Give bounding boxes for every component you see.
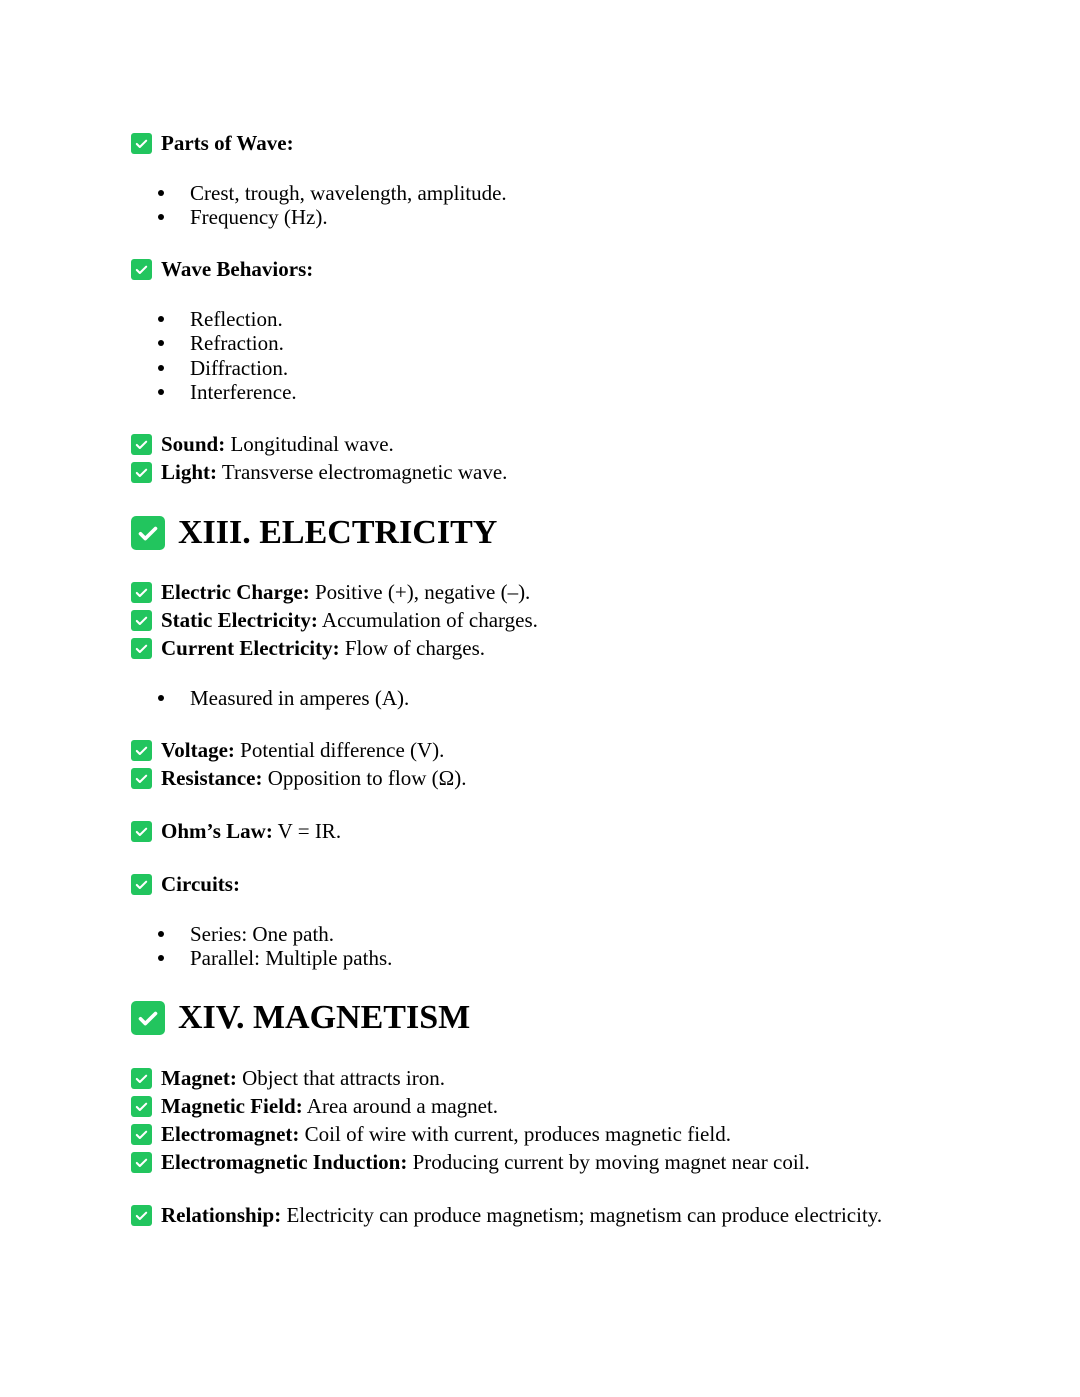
item-label: Ohm’s Law: — [161, 819, 273, 843]
bullet-icon — [158, 389, 164, 395]
bullet-text: Refraction. — [190, 331, 284, 355]
checkmark-icon — [131, 1124, 152, 1145]
item-label: Electromagnet: — [161, 1122, 300, 1146]
checkmark-icon — [131, 259, 152, 280]
bullet-text: Measured in amperes (A). — [190, 686, 410, 710]
checkmark-icon — [131, 1205, 152, 1226]
bullet-item — [158, 946, 392, 970]
checklist-item-resistance — [131, 766, 467, 790]
item-text: Area around a magnet. — [302, 1094, 499, 1118]
checklist-item-sound — [131, 432, 394, 456]
item-label: Magnet: — [161, 1066, 237, 1090]
bullet-icon — [158, 931, 164, 937]
item-label: Static Electricity: — [161, 608, 318, 632]
checklist-item-electromagnetic-induction — [131, 1150, 810, 1174]
heading-text: XIV. MAGNETISM — [178, 999, 471, 1036]
item-text: Object that attracts iron. — [236, 1066, 445, 1090]
bullet-item — [158, 181, 507, 205]
checklist-item-voltage — [131, 738, 444, 762]
checklist-item-magnetic-field — [131, 1094, 498, 1118]
item-label: Light: — [161, 460, 218, 484]
item-text: Positive (+), negative (–). — [309, 580, 531, 604]
checklist-item-electromagnet — [131, 1122, 731, 1146]
bullet-item — [158, 331, 284, 355]
checkmark-icon — [131, 610, 152, 631]
checklist-item-magnet — [131, 1066, 445, 1090]
bullet-text: Reflection. — [190, 307, 283, 331]
section-heading-electricity — [131, 513, 497, 553]
bullet-text: Diffraction. — [190, 356, 289, 380]
item-text: Transverse electromagnetic wave. — [217, 460, 508, 484]
bullet-icon — [158, 190, 164, 196]
checklist-item-circuits — [131, 872, 240, 896]
item-label: Magnetic Field: — [161, 1094, 303, 1118]
bullet-text: Frequency (Hz). — [190, 205, 328, 229]
checkmark-icon — [131, 582, 152, 603]
bullet-icon — [158, 214, 164, 220]
item-text: Flow of charges. — [339, 636, 486, 660]
item-label: Wave Behaviors: — [161, 257, 314, 281]
heading-text: XIII. ELECTRICITY — [178, 514, 498, 551]
checkmark-icon — [131, 1096, 152, 1117]
bullet-icon — [158, 695, 164, 701]
checklist-item-ohms-law — [131, 819, 341, 843]
checkmark-icon — [131, 462, 152, 483]
bullet-icon — [158, 340, 164, 346]
item-text: Producing current by moving magnet near coil. — [407, 1150, 810, 1174]
checklist-item-static-electricity — [131, 608, 538, 632]
checkmark-icon — [131, 768, 152, 789]
item-text: Potential difference (V). — [234, 738, 445, 762]
checkmark-icon — [131, 1068, 152, 1089]
checklist-item-wave-behaviors — [131, 257, 313, 281]
item-label: Resistance: — [161, 766, 263, 790]
item-label: Sound: — [161, 432, 226, 456]
section-heading-magnetism — [131, 998, 470, 1038]
item-text: V = IR. — [272, 819, 342, 843]
checklist-item-relationship — [131, 1203, 882, 1227]
item-text: Electricity can produce magnetism; magnetism can produce electricity. — [281, 1203, 883, 1227]
checkmark-icon — [131, 133, 152, 154]
item-text: Accumulation of charges. — [317, 608, 538, 632]
item-label: Circuits: — [161, 872, 240, 896]
checkmark-icon — [131, 821, 152, 842]
item-label: Electromagnetic Induction: — [161, 1150, 408, 1174]
item-text: Opposition to flow (Ω). — [262, 766, 467, 790]
checkmark-icon — [131, 434, 152, 455]
checkmark-icon — [131, 1001, 165, 1035]
item-label: Electric Charge: — [161, 580, 310, 604]
bullet-text: Interference. — [190, 380, 297, 404]
checkmark-icon — [131, 1152, 152, 1173]
item-label: Parts of Wave: — [161, 131, 294, 155]
checklist-item-current-electricity — [131, 636, 485, 660]
bullet-text: Parallel: Multiple paths. — [190, 946, 393, 970]
bullet-icon — [158, 316, 164, 322]
checkmark-icon — [131, 516, 165, 550]
bullet-text: Crest, trough, wavelength, amplitude. — [190, 181, 507, 205]
bullet-item — [158, 922, 334, 946]
checkmark-icon — [131, 638, 152, 659]
checklist-item-parts-of-wave — [131, 131, 294, 155]
bullet-item — [158, 380, 297, 404]
bullet-text: Series: One path. — [190, 922, 335, 946]
checkmark-icon — [131, 740, 152, 761]
item-label: Voltage: — [161, 738, 235, 762]
item-label: Relationship: — [161, 1203, 282, 1227]
checkmark-icon — [131, 874, 152, 895]
bullet-icon — [158, 365, 164, 371]
item-text: Coil of wire with current, produces magnetic field. — [299, 1122, 731, 1146]
bullet-item — [158, 686, 409, 710]
bullet-item — [158, 356, 288, 380]
checklist-item-light — [131, 460, 507, 484]
item-text: Longitudinal wave. — [225, 432, 394, 456]
bullet-item — [158, 307, 283, 331]
checklist-item-electric-charge — [131, 580, 530, 604]
item-label: Current Electricity: — [161, 636, 340, 660]
bullet-icon — [158, 955, 164, 961]
bullet-item — [158, 205, 328, 229]
